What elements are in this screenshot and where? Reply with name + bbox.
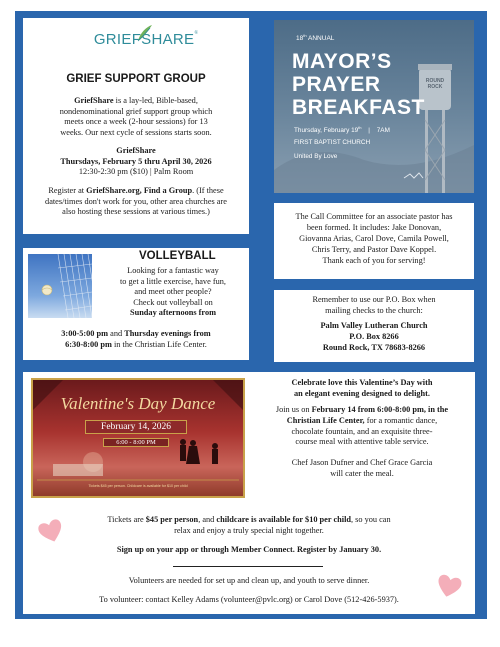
committee-line: been formed. It includes: Jake Donovan, bbox=[306, 223, 442, 232]
valentine-chefs-line: will cater the meal. bbox=[330, 468, 394, 478]
valentine-dance-poster bbox=[31, 378, 245, 498]
valentine-date-time: February 14 from 6:00-8:00 pm, in the bbox=[311, 405, 449, 414]
call-committee-card bbox=[274, 203, 474, 279]
poster-tickets: Tickets $45 per person. Childcare is available for $10 per child bbox=[88, 484, 188, 488]
grief-intro-line: nondenominational grief support group which bbox=[59, 106, 213, 116]
valentine-join-text: for a romantic dance, bbox=[364, 415, 438, 425]
valentine-headline-line: Celebrate love this Valentine’s Day with bbox=[291, 378, 433, 387]
griefshare-logo bbox=[91, 31, 201, 57]
mayor-theme: United By Love bbox=[294, 153, 338, 160]
volunteer-contact: To volunteer: contact Kelley Adams (volunteer@pvlc.org) or Carol Dove (512-426-5937). bbox=[99, 595, 399, 604]
valentine-chefs-line: Chef Jason Dufner and Chef Grace Garcia bbox=[291, 458, 433, 467]
tickets-childcare: childcare is available for $10 per child bbox=[216, 515, 351, 524]
tickets-text: , so you can bbox=[350, 515, 391, 524]
valentine-signup: Sign up on your app or through Member Connect. Register by January 30. bbox=[116, 545, 382, 554]
tickets-text: relax and enjoy a truly special night together. bbox=[174, 526, 324, 535]
volleyball-photo bbox=[28, 254, 92, 318]
logo-trademark: ® bbox=[194, 31, 199, 36]
grief-intro-line: meets once a week (2-hour sessions) for 13 bbox=[64, 117, 208, 126]
mayor-date-suffix: th bbox=[358, 125, 362, 130]
tower-label: ROUND ROCK bbox=[425, 78, 445, 90]
volleyball-thursday: Thursday evenings from bbox=[124, 329, 211, 338]
mayor-title-line: BREAKFAST bbox=[292, 96, 425, 119]
mayor-date-time bbox=[294, 125, 390, 134]
mayor-date: Thursday, February 19 bbox=[294, 127, 359, 135]
grief-register bbox=[33, 186, 239, 218]
mayor-church: FIRST BAPTIST CHURCH bbox=[294, 139, 371, 146]
grief-register-link: GriefShare.org, Find a Group bbox=[86, 186, 193, 195]
valentine-join-text: Join us on bbox=[275, 405, 312, 414]
volleyball-intro bbox=[103, 266, 243, 319]
volleyball-line: Check out volleyball on bbox=[133, 297, 213, 307]
griefshare-card bbox=[23, 18, 249, 234]
mayor-title-line: PRAYER bbox=[292, 73, 381, 96]
tickets-text: Tickets are bbox=[107, 515, 146, 524]
valentine-join-text: course meal with attentive table service. bbox=[295, 437, 429, 447]
grief-register-text: . (If these bbox=[192, 186, 224, 195]
mayor-annual-suffix: th bbox=[303, 33, 307, 38]
poster-date: February 14, 2026 bbox=[85, 420, 187, 434]
volleyball-time-thursday: 6:30-8:00 pm bbox=[65, 339, 112, 349]
poster-title: Valentine's Day Dance bbox=[60, 394, 216, 413]
volleyball-line: and meet other people? bbox=[134, 287, 212, 296]
valentine-tickets bbox=[23, 514, 475, 536]
mayor-title-line: MAYOR’S bbox=[292, 50, 392, 73]
griefshare-logo-text: GRIEFSHARE bbox=[93, 31, 195, 48]
pobox-city-zip: Round Rock, TX 78683-8266 bbox=[322, 343, 426, 352]
volleyball-time-sunday: 3:00-5:00 pm bbox=[61, 329, 109, 338]
mayor-annual-word: ANNUAL bbox=[306, 35, 335, 43]
volleyball-card bbox=[23, 248, 249, 360]
volleyball-sunday: Sunday afternoons from bbox=[129, 308, 217, 317]
grief-intro-bold: GriefShare bbox=[74, 96, 114, 105]
tickets-text: , and bbox=[198, 515, 217, 524]
valentine-headline-line: an elegant evening designed to delight. bbox=[294, 388, 430, 398]
po-box-card bbox=[274, 290, 474, 362]
volleyball-net-image bbox=[28, 254, 92, 318]
mayor-annual-number: 18 bbox=[296, 35, 304, 43]
mayor-time: 7AM bbox=[376, 127, 390, 135]
leaf-icon bbox=[134, 23, 154, 43]
mayor-annual bbox=[296, 33, 334, 42]
volleyball-times bbox=[23, 329, 249, 350]
grief-dates: Thursdays, February 5 thru April 30, 2026 bbox=[60, 156, 212, 166]
pobox-line: Remember to use our P.O. Box when bbox=[312, 295, 436, 304]
grief-intro-line: is a lay-led, Bible-based, bbox=[113, 96, 198, 105]
volleyball-line: Looking for a fantastic way bbox=[127, 266, 219, 275]
grief-program-name: GriefShare bbox=[116, 146, 156, 155]
pobox-box-number: P.O. Box 8266 bbox=[349, 332, 399, 341]
mayor-separator: | bbox=[368, 127, 370, 135]
mayors-prayer-breakfast-card bbox=[274, 20, 474, 193]
volleyball-line: to get a little exercise, have fun, bbox=[120, 276, 226, 286]
grief-intro-line: weeks. Our next cycle of sessions starts soon. bbox=[60, 127, 212, 137]
valentine-headline bbox=[254, 378, 470, 400]
mayor-title bbox=[292, 50, 425, 119]
grief-register-text: Register at bbox=[48, 186, 87, 195]
committee-line: Giovanna Arias, Carol Dove, Camila Powell, bbox=[299, 234, 449, 243]
pobox-church-name: Palm Valley Lutheran Church bbox=[320, 321, 428, 330]
volunteers-needed: Volunteers are needed for set up and clean up, and youth to serve dinner. bbox=[128, 576, 370, 585]
poster-time: 6:00 - 8:00 PM bbox=[103, 438, 169, 447]
grief-intro bbox=[33, 96, 239, 138]
valentine-details bbox=[254, 405, 470, 448]
tickets-price: $45 per person bbox=[145, 515, 199, 524]
volleyball-and: and bbox=[108, 329, 125, 338]
grief-register-text: dates/times don't work for you, other area churches are bbox=[45, 196, 227, 206]
valentine-dance-card bbox=[23, 372, 475, 614]
volleyball-location: in the Christian Life Center. bbox=[111, 339, 207, 349]
grief-heading: GRIEF SUPPORT GROUP bbox=[66, 73, 206, 85]
grief-register-text: also hosting these sessions at various times.) bbox=[62, 207, 210, 216]
valentine-join-text: chocolate fountain, and an exquisite three- bbox=[291, 426, 433, 436]
committee-line: Thank each of you for serving! bbox=[322, 256, 426, 265]
pobox-line: mailing checks to the church: bbox=[325, 306, 423, 315]
divider bbox=[173, 566, 323, 567]
valentine-location: Christian Life Center, bbox=[286, 415, 365, 425]
valentine-chefs bbox=[254, 458, 470, 480]
committee-line: The Call Committee for an associate pastor has bbox=[295, 212, 453, 221]
grief-time-room: 12:30-2:30 pm ($10) | Palm Room bbox=[78, 167, 194, 176]
grief-schedule bbox=[33, 146, 239, 178]
committee-line: Chris Terry, and Pastor Dave Koppel. bbox=[311, 245, 437, 254]
volleyball-title: VOLLEYBALL bbox=[139, 250, 216, 262]
